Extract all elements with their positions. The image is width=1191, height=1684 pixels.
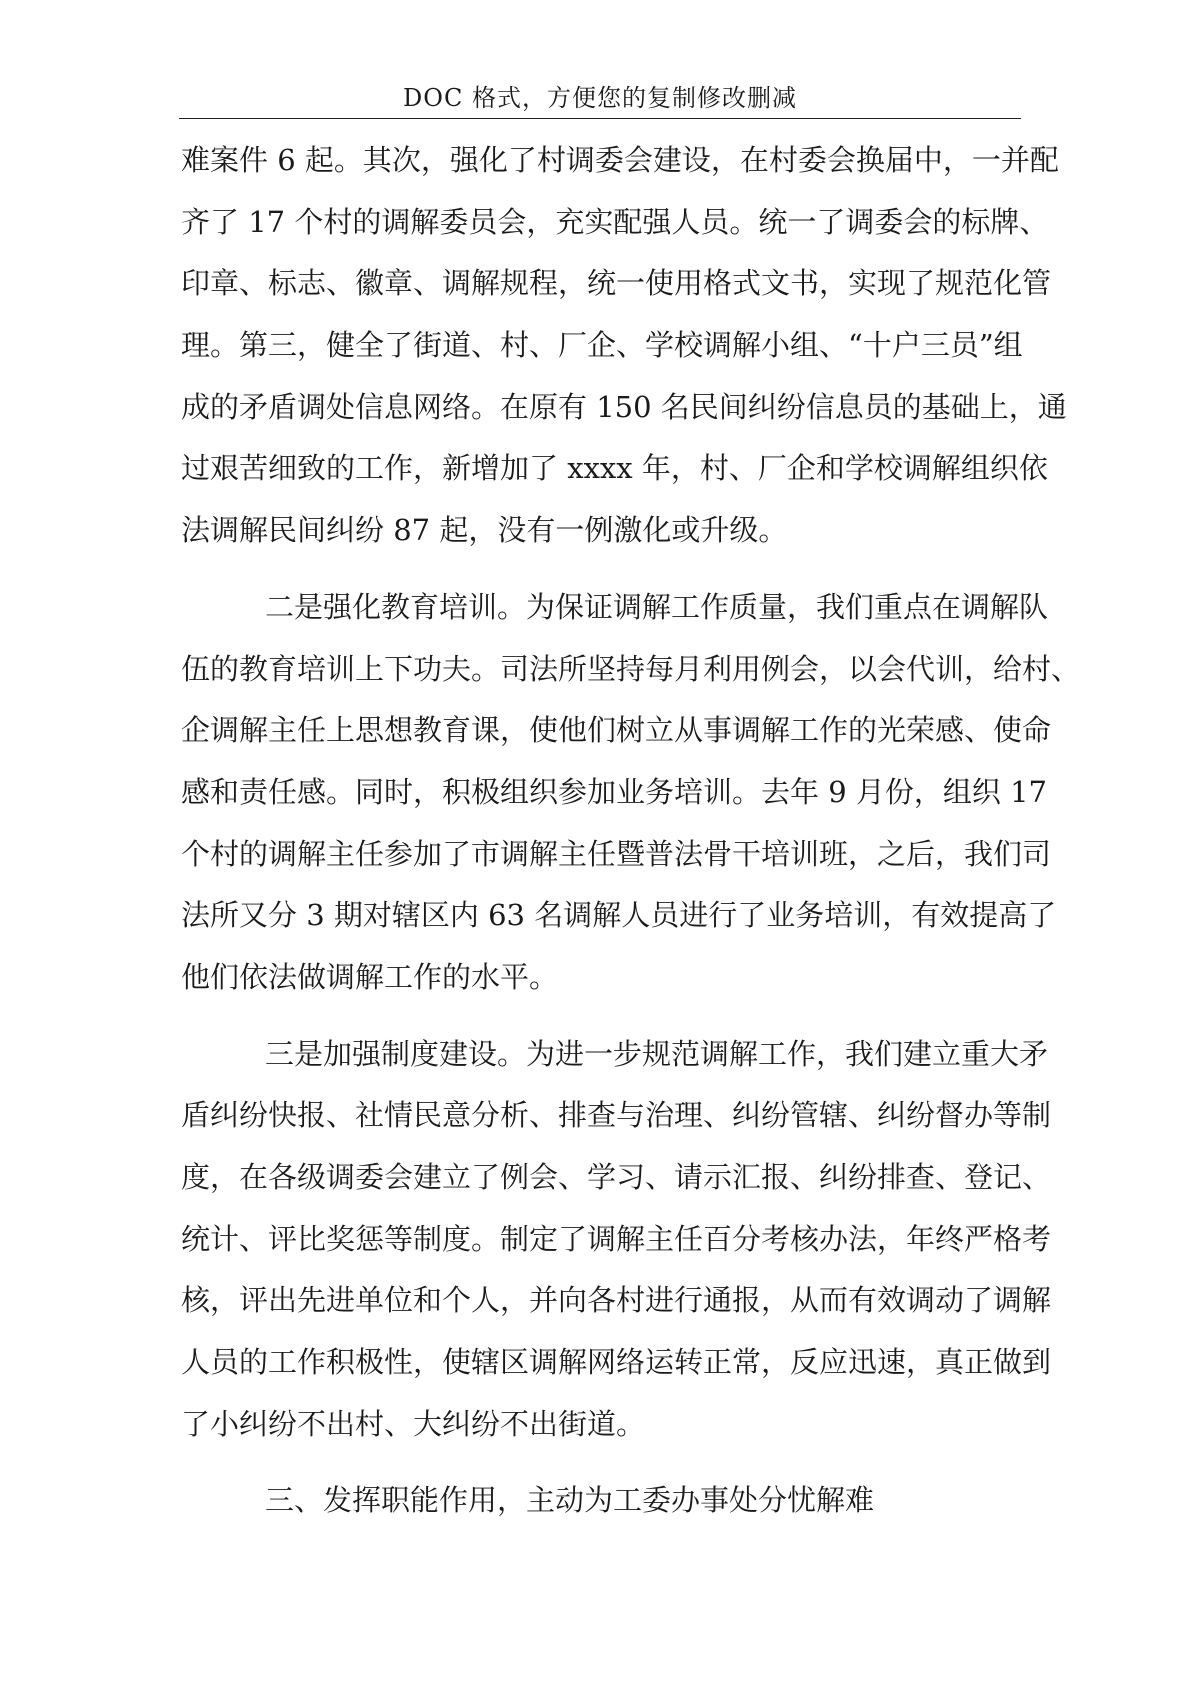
paragraph-1: [181, 130, 1067, 562]
text-line: 二是强化教育培训。为保证调解工作质量，我们重点在调解队: [265, 589, 1049, 624]
paragraph-3: [181, 1024, 1052, 1456]
text-line: 法调解民间纠纷 87 起，没有一例激化或升级。: [181, 513, 788, 548]
text-line: 他们依法做调解工作的水平。: [181, 959, 559, 994]
text-line: 了小纠纷不出村、大纠纷不出街道。: [181, 1406, 646, 1441]
text-line: 理。第三，健全了街道、村、厂企、学校调解小组、“十户三员”组: [181, 328, 1023, 363]
text-line: 统计、评比奖惩等制度。制定了调解主任百分考核办法，年终严格考: [181, 1221, 1052, 1256]
page-header: DOC 格式，方便您的复制修改删减: [403, 84, 797, 112]
text-line: 三、发挥职能作用，主动为工委办事处分忧解难: [265, 1483, 875, 1518]
section-heading: [181, 1470, 1021, 1532]
text-line: 难案件 6 起。其次，强化了村调委会建设，在村委会换届中，一并配: [181, 143, 1059, 177]
text-line: 法所又分 3 期对辖区内 63 名调解人员进行了业务培训，有效提高了: [181, 898, 1057, 933]
text-line: 三是加强制度建设。为进一步规范调解工作，我们建立重大矛: [265, 1036, 1049, 1071]
paragraph-2: [181, 577, 1081, 1009]
text-line: 印章、标志、徽章、调解规程，统一使用格式文书，实现了规范化管: [181, 266, 1052, 301]
text-line: 核，评出先进单位和个人，并向各村进行通报，从而有效调动了调解: [181, 1283, 1052, 1318]
text-line: 齐了 17 个村的调解委员会，充实配强人员。统一了调委会的标牌、: [181, 204, 1049, 239]
text-line: 伍的教育培训上下功夫。司法所坚持每月利用例会，以会代训，给村、: [181, 651, 1081, 686]
text-line: 人员的工作积极性，使辖区调解网络运转正常，反应迅速，真正做到: [181, 1345, 1052, 1380]
text-line: 成的矛盾调处信息网络。在原有 150 名民间纠纷信息员的基础上，通: [181, 389, 1067, 424]
text-line: 个村的调解主任参加了市调解主任暨普法骨干培训班，之后，我们司: [181, 836, 1052, 871]
header-rule: [179, 118, 1021, 119]
text-line: 盾纠纷快报、社情民意分析、排查与治理、纠纷管辖、纠纷督办等制: [181, 1098, 1052, 1133]
text-line: 企调解主任上思想教育课，使他们树立从事调解工作的光荣感、使命: [181, 713, 1052, 748]
text-line: 过艰苦细致的工作，新增加了 xxxx 年，村、厂企和学校调解组织依: [181, 451, 1048, 486]
text-line: 度，在各级调委会建立了例会、学习、请示汇报、纠纷排查、登记、: [181, 1160, 1052, 1194]
text-line: 感和责任感。同时，积极组织参加业务培训。去年 9 月份，组织 17: [181, 774, 1048, 809]
document-body: [181, 130, 1081, 1532]
